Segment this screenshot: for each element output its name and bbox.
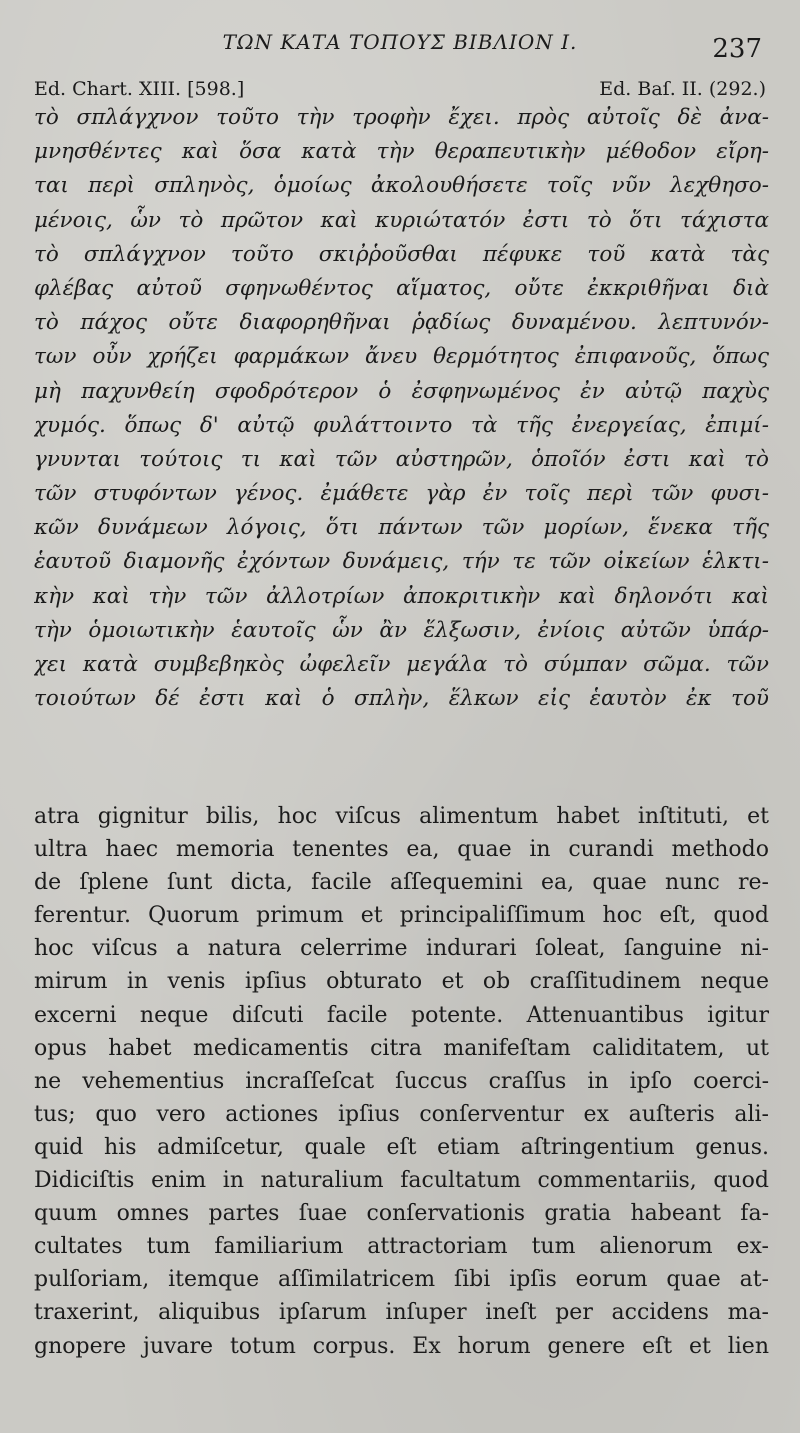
latin-line: ferentur. Quorum primum et principaliſſimum hoc eſt, quod xyxy=(34,903,769,929)
latin-line: atra gignitur bilis, hoc viſcus alimentum habet inſtituti, et xyxy=(34,804,769,829)
latin-line: excerni neque diſcuti facile potente. Attenuantibus igitur xyxy=(34,1002,769,1028)
greek-line: των οὖν χρήζει φαρμάκων ἄνευ θερμότητος ἐπιφανοῦς, ὅπως xyxy=(34,344,769,370)
page-number: 237 xyxy=(712,34,762,64)
greek-line: ἑαυτοῦ διαμονῆς ἐχόντων δυνάμεις, τήν τε τῶν οἰκείων ἑλκτι- xyxy=(34,549,769,575)
greek-line: τῶν στυφόντων γένος. ἐμάθετε γὰρ ἐν τοῖς περὶ τῶν φυσι- xyxy=(34,481,769,507)
latin-text-block xyxy=(34,800,769,1363)
latin-line: pulſoriam, itemque aſſimilatricem ſibi ipſis eorum quae at- xyxy=(34,1267,769,1293)
greek-line: τὸ σπλάγχνον τοῦτο σκιῤῥοῦσθαι πέφυκε τοῦ κατὰ τὰς xyxy=(34,241,769,267)
edition-reference-basel: Ed. Baſ. II. (292.) xyxy=(599,78,766,100)
greek-line: μὴ παχυνθείη σφοδρότερον ὁ ἐσφηνωμένος ἐν αὐτῷ παχὺς xyxy=(34,378,769,404)
greek-line: μένοις, ὧν τὸ πρῶτον καὶ κυριώτατόν ἐστι τὸ ὅτι τάχιστα xyxy=(34,207,769,233)
latin-line: ne vehementius incraſſeſcat ſuccus craſſus in ipſo coerci- xyxy=(34,1068,769,1094)
latin-line: mirum in venis ipſius obturato et ob craſſitudinem neque xyxy=(34,969,769,995)
greek-line: χυμός. ὅπως δ' αὐτῷ φυλάττοιντο τὰ τῆς ἐνεργείας, ἐπιμί- xyxy=(34,412,769,438)
edition-reference-chartier: Ed. Chart. XIII. [598.] xyxy=(34,78,245,100)
latin-line: opus habet medicamentis citra manifeſtam caliditatem, ut xyxy=(34,1035,769,1061)
latin-line: tus; quo vero actiones ipſius conſerventur ex auſteris ali- xyxy=(34,1101,769,1127)
latin-line: ultra haec memoria tenentes ea, quae in curandi methodo xyxy=(34,837,769,863)
greek-line: μνησθέντες καὶ ὅσα κατὰ τὴν θεραπευτικὴν μέθοδον εἴρη- xyxy=(34,139,769,165)
latin-line: gnopere juvare totum corpus. Ex horum genere eſt et lien xyxy=(34,1333,769,1359)
running-title: ΤΩΝ ΚΑΤΑ ΤΟΠΟΥΣ ΒΙΒΛΙΟΝ Ι. xyxy=(222,30,578,54)
greek-line: τὸ σπλάγχνον τοῦτο τὴν τροφὴν ἔχει. πρὸς αὐτοῖς δὲ ἀνα- xyxy=(34,105,769,130)
latin-line: hoc viſcus a natura celerrime indurari ſoleat, ſanguine ni- xyxy=(34,936,769,962)
greek-line: ται περὶ σπληνὸς, ὁμοίως ἀκολουθήσετε τοῖς νῦν λεχθησο- xyxy=(34,173,769,199)
latin-line: traxerint, aliquibus ipſarum inſuper ineſt per accidens ma- xyxy=(34,1300,769,1326)
greek-line: γνυνται τούτοις τι καὶ τῶν αὐστηρῶν, ὁποῖόν ἐστι καὶ τὸ xyxy=(34,446,769,472)
latin-line: quid his admiſcetur, quale eſt etiam aſtringentium genus. xyxy=(34,1134,769,1160)
greek-line: τὸ πάχος οὔτε διαφορηθῆναι ῥᾳδίως δυναμένου. λεπτυνόν- xyxy=(34,310,769,336)
latin-line: Didiciſtis enim in naturalium facultatum commentariis, quod xyxy=(34,1168,769,1194)
greek-text-block xyxy=(34,101,769,716)
latin-line: cultates tum familiarium attractoriam tum alienorum ex- xyxy=(34,1234,769,1260)
latin-line: quum omnes partes ſuae conſervationis gratia habeant fa- xyxy=(34,1201,769,1227)
greek-line: φλέβας αὐτοῦ σφηνωθέντος αἵματος, οὔτε ἐκκριθῆναι διὰ xyxy=(34,275,769,301)
greek-line: κῶν δυνάμεων λόγοις, ὅτι πάντων τῶν μορίων, ἕνεκα τῆς xyxy=(34,515,769,541)
latin-line: de ſplene ſunt dicta, facile aſſequemini ea, quae nunc re- xyxy=(34,870,769,896)
greek-line: κὴν καὶ τὴν τῶν ἀλλοτρίων ἀποκριτικὴν καὶ δηλονότι καὶ xyxy=(34,583,769,609)
greek-line: χει κατὰ συμβεβηκὸς ὠφελεῖν μεγάλα τὸ σύμπαν σῶμα. τῶν xyxy=(34,652,769,677)
greek-line: τοιούτων δέ ἐστι καὶ ὁ σπλὴν, ἕλκων εἰς ἑαυτὸν ἐκ τοῦ xyxy=(34,686,769,712)
greek-line: τὴν ὁμοιωτικὴν ἑαυτοῖς ὧν ἂν ἕλξωσιν, ἐνίοις αὐτῶν ὑπάρ- xyxy=(34,617,769,643)
